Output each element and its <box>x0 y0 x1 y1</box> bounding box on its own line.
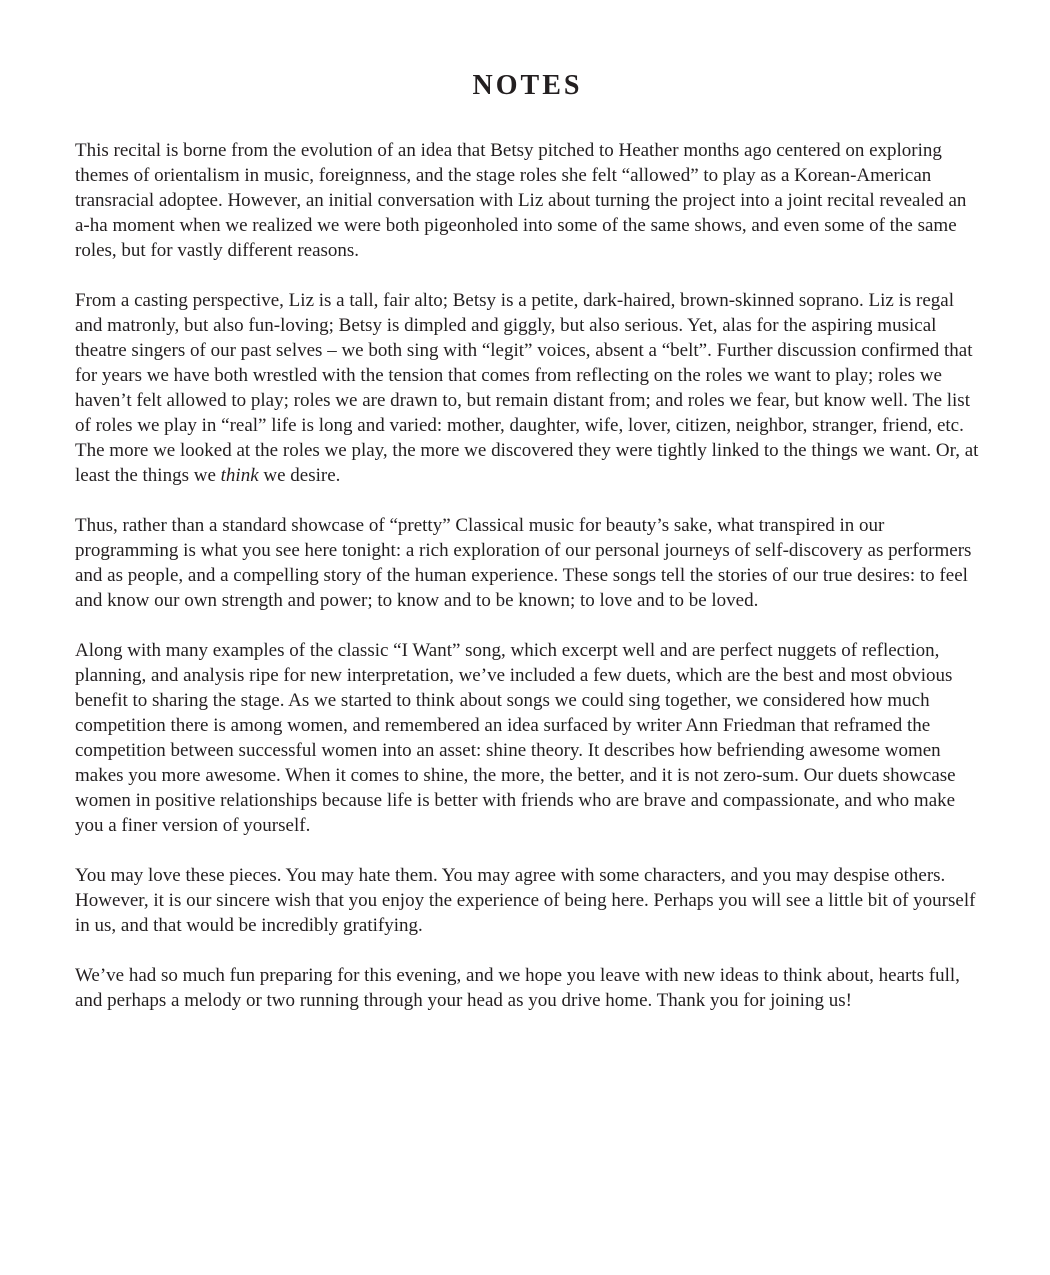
paragraph-intro: This recital is borne from the evolution of an idea that Betsy pitched to Heather months ago centered on exploring themes of orientalism in music, foreignness, and the stage roles she felt “allowed” to play as a Korean-American transracial adoptee. However, an initial conversation with Liz about turning the project into a joint recital revealed an a-ha moment when we realized we were both pigeonholed into some of the same shows, and even some of the same roles, but for vastly different reasons. <box>75 140 967 261</box>
paragraph-duets: Along with many examples of the classic “I Want” song, which excerpt well and are perfect nuggets of reflection, planning, and analysis ripe for new interpretation, we’ve included a few duets, which are the best and most obvious benefit to sharing the stage. As we started to think about songs we could sing together, we considered how much competition there is among women, and remembered an idea surfaced by writer Ann Friedman that reframed the competition between successful women into an asset: shine theory. It describes how befriending awesome women makes you more awesome. When it comes to shine, the more, the better, and it is not zero-sum. Our duets showcase women in positive relationships because life is better with friends who are brave and compassionate, and who make you a finer version of yourself. <box>75 640 956 836</box>
paragraph-casting-end: we desire. <box>258 465 341 486</box>
page-title: NOTES <box>472 70 583 101</box>
paragraph-wish: You may love these pieces. You may hate them. You may agree with some characters, and you may despise others. However, it is our sincere wish that you enjoy the experience of being here. Perhaps you will see a little bit of yourself in us, and that would be incredibly gratifying. <box>75 865 976 936</box>
paragraph-closing: We’ve had so much fun preparing for this evening, and we hope you leave with new ideas to think about, hearts full, and perhaps a melody or two running through your head as you drive home. Thank you for joining us! <box>75 965 960 1011</box>
paragraph-casting-text: From a casting perspective, Liz is a tall, fair alto; Betsy is a petite, dark-haired, brown-skinned soprano. Liz is regal and matronly, but also fun-loving; Betsy is dimpled and giggly, but also serious. Yet, alas for the aspiring musical theatre singers of our past selves – we both sing with “legit” voices, absent a “belt”. Further discussion confirmed that for years we have both wrestled with the tension that comes from reflecting on the roles we want to play; roles we haven’t felt allowed to play; roles we are drawn to, but remain distant from; and roles we fear, but know well. The list of roles we play in “real” life is long and varied: mother, daughter, wife, lover, citizen, neighbor, stranger, friend, etc. The more we looked at the roles we play, the more we discovered they were tightly linked to the things we want. Or, at least the things we <box>75 290 979 486</box>
emphasis-think: think <box>220 465 259 486</box>
paragraph-programming: Thus, rather than a standard showcase of “pretty” Classical music for beauty’s sake, what transpired in our programming is what you see here tonight: a rich exploration of our personal journeys of self-discovery as performers and as people, and a compelling story of the human experience. These songs tell the stories of our true desires: to feel and know our own strength and power; to know and to be known; to love and to be loved. <box>75 515 972 611</box>
notes-page <box>75 66 980 1038</box>
paragraph-casting <box>75 288 980 488</box>
